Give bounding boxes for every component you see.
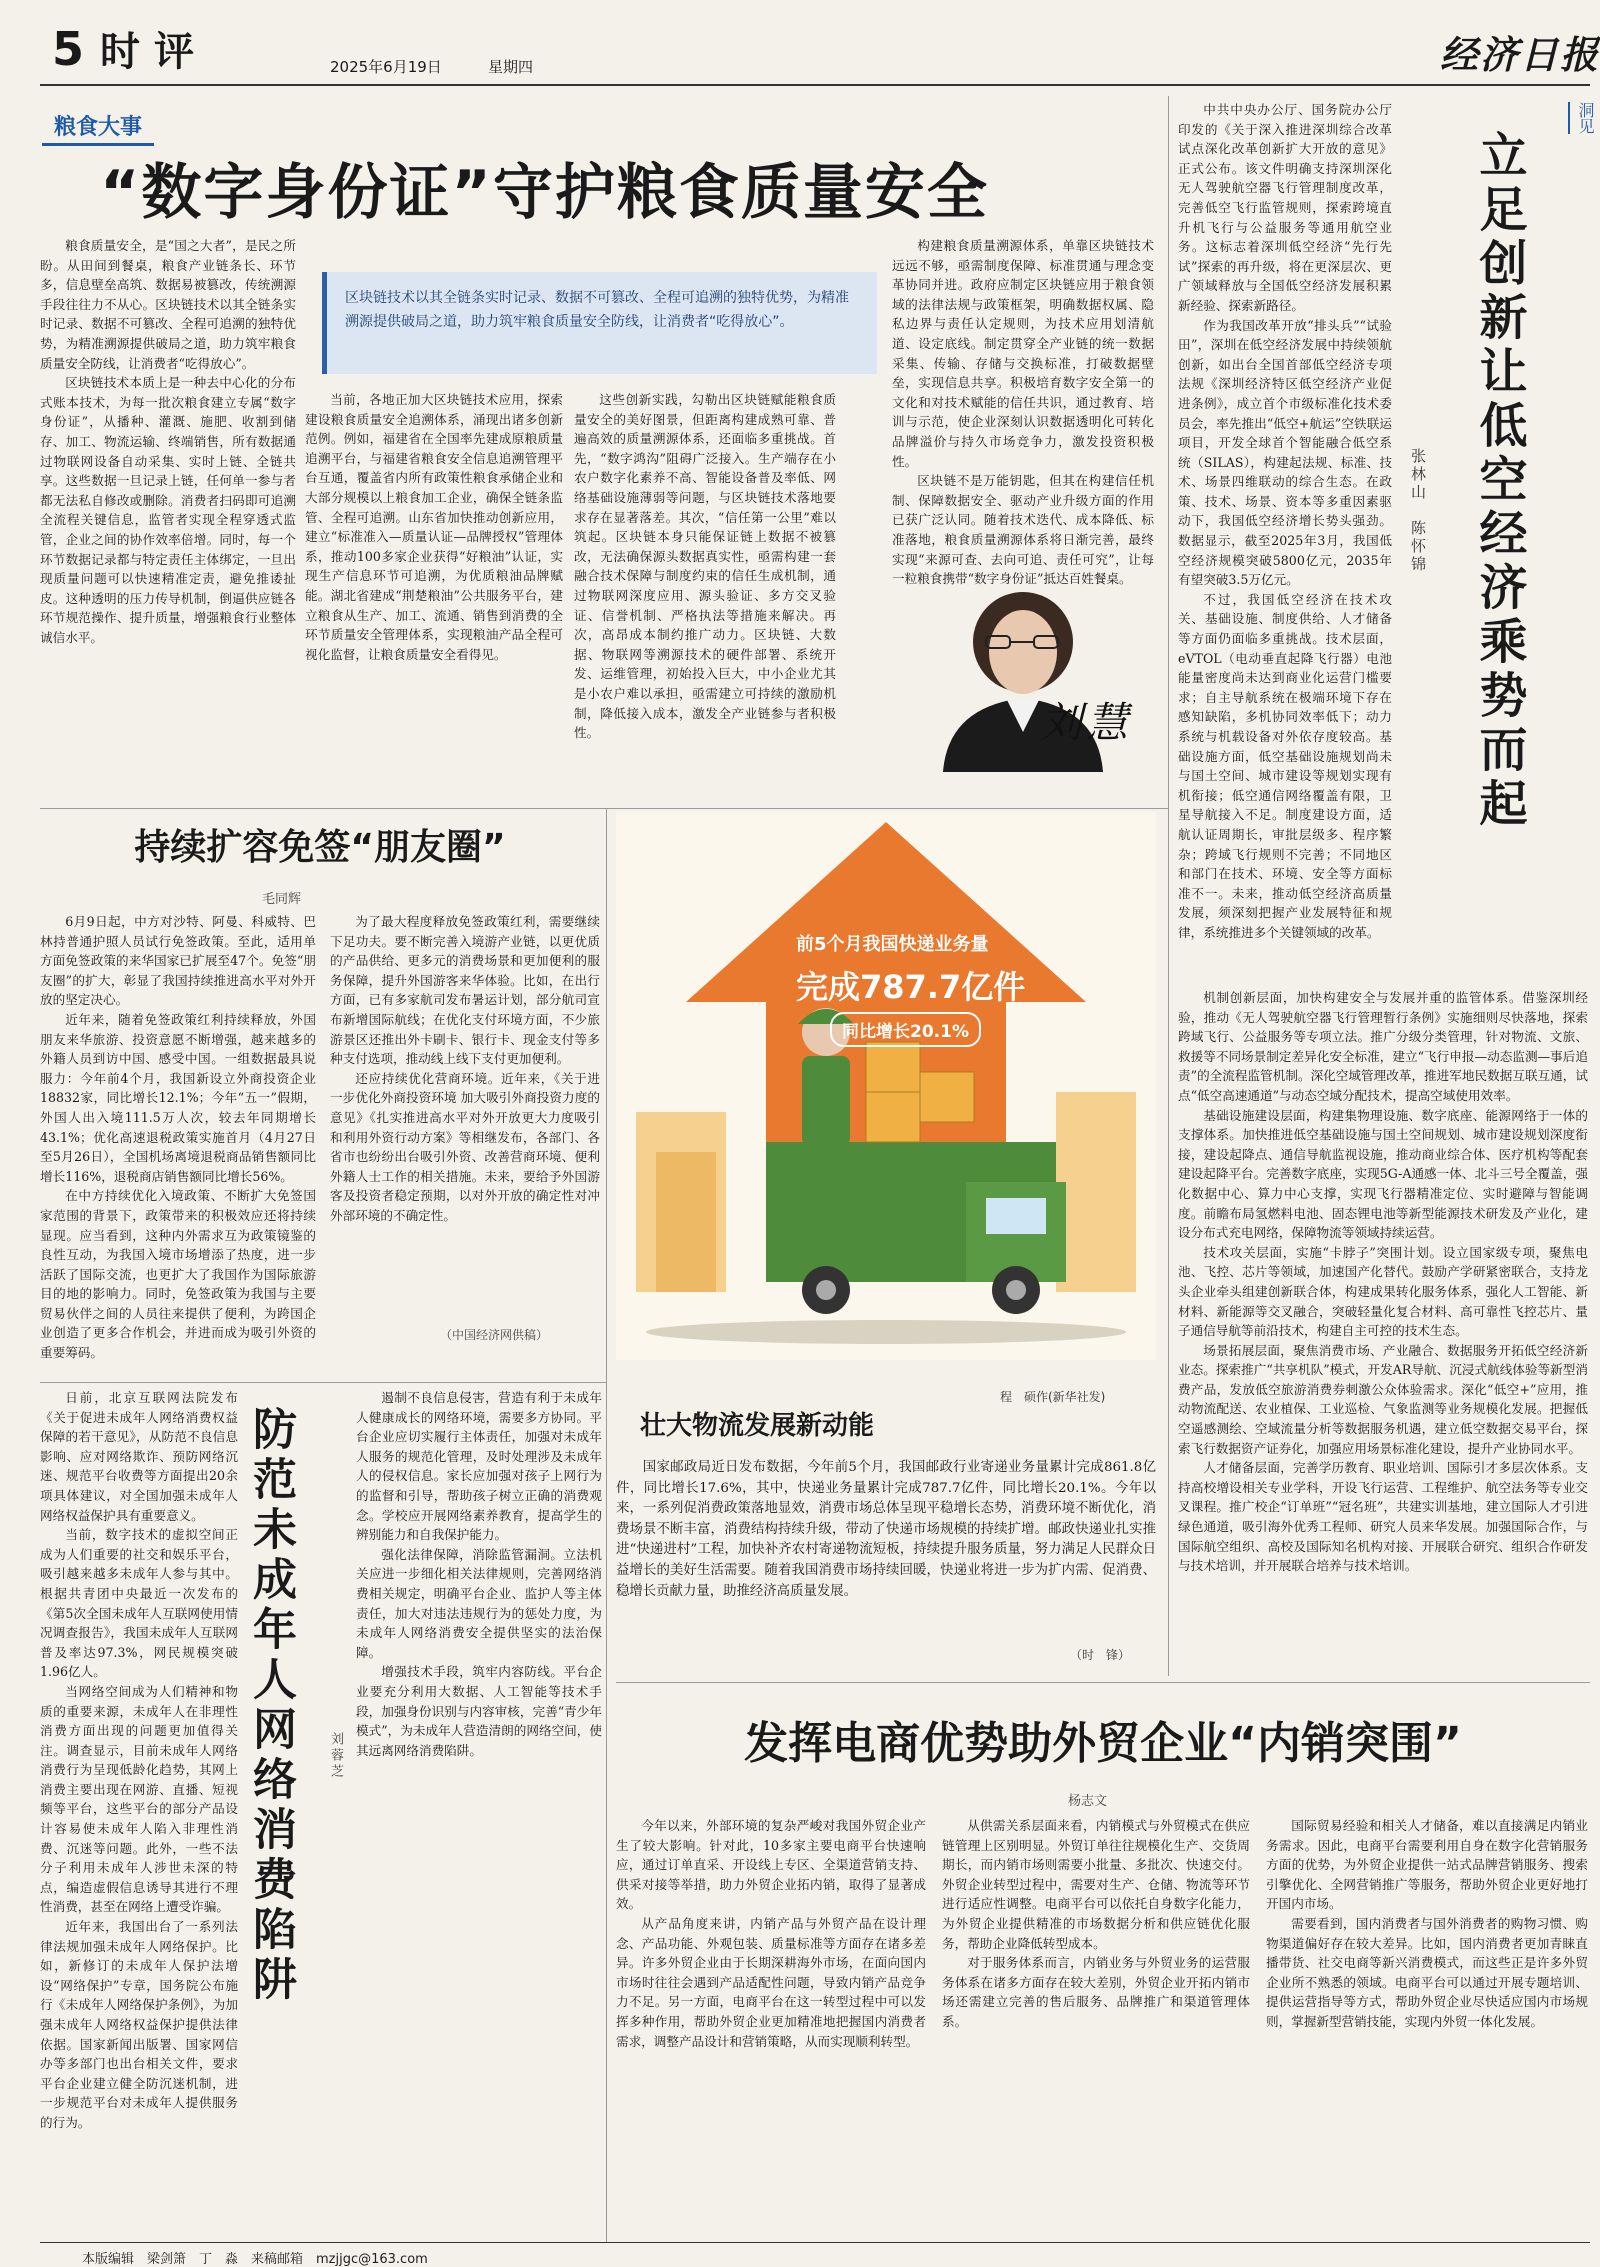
section-rule [40, 808, 1168, 809]
section-rule [40, 1382, 606, 1383]
article1-paragraph: 区块链技术本质上是一种去中心化的分布式账本技术，为每一批次粮食建立专属“数字身份证”，从播种、灌溉、施肥、收割到储存、加工、物流运输、终端销售，所有数据通过物联网设备自动采集、实时上链、全链共享。这些数据一旦记录上链，任何单一参与者都无法私自修改或删除。消费者扫码即可追溯全流程关键信息，监管者实现全程穿透式监管，企业之间的协作效率倍增。同时，每一个环节数据记录都与特定责任主体绑定，一旦出现质量问题可以快速精准定责，避免推诿扯皮。这种透明的压力传导机制，倒逼供应链各环节规范操作、提升质量，增强粮食行业整体诚信水平。 [40, 375, 296, 645]
article3-title: 持续扩容免签“朋友圈” [134, 827, 506, 868]
article2-title: 立足创新让低空经济乘势而起 [1471, 130, 1527, 832]
article6-paragraph: 从供需关系层面来看，内销模式与外贸模式在供应链管理上区别明显。外贸订单往往规模化生产、交货周期长，而内销市场则需要小批量、多批次、快速交付。外贸企业转型过程中，需要对生产、仓储、物流等环节进行适应性调整。电商平台可以依托自身数字化能力，为外贸企业提供精准的市场数据分析和供应链优化服务，帮助企业降低转型成本。 [942, 1818, 1250, 1951]
article6-paragraph: 今年以来，外部环境的复杂严峻对我国外贸企业产生了较大影响。针对此，10多家主要电商平台快速响应，通过订单直采、开设线上专区、全渠道营销支持、供采对接等举措，助力外贸企业拓内销，取得了显著成效。 [616, 1818, 926, 1912]
footer-editors: 本版编辑 梁剑箫 丁 淼 来稿邮箱 mzjjgc@163.com [82, 2252, 428, 2267]
article2-paragraph: 基础设施建设层面，构建集物理设施、数字底座、能源网络于一体的支撑体系。加快推进低空基础设施与国土空间规划、城市建设规划深度衔接，建设起降点、通信导航监视设施，推动商业综合体、医疗机构等配套建设起降平台。完善数字底座，实现5G-A通感一体、北斗三号全覆盖，强化数据中心、算力中心支撑，实现飞行器精准定位、实时避障与智能调度。前瞻布局氢燃料电池、固态锂电池等新型能源技术研发及产业化，建设分布式充电网络，保障物流等领域持续运营。 [1178, 1107, 1588, 1241]
article6-title: 发挥电商优势助外贸企业“内销突围” [744, 1718, 1462, 1769]
page-number: 5 [52, 22, 85, 76]
article2-authors: 张林山 陈怀锦 [1409, 448, 1427, 574]
article1-summary-box [322, 272, 877, 374]
header-rule [40, 84, 1590, 86]
issue-weekday: 星期四 [488, 58, 534, 76]
masthead-logo: 经济日报 [1440, 32, 1600, 77]
article6-paragraph: 从产品角度来讲，内销产品与外贸产品在设计理念、产品功能、外观包装、质量标准等方面存在诸多差异。许多外贸企业由于长期深耕海外市场，在面向国内市场时往往会遇到产品适配性问题，导致内销产品竞争力不足。另一方面，电商平台在这一转型过程中可以发挥多种作用，帮助外贸企业更加精准地把握国内消费者需求，调整产品设计和营销策略，从而实现顺利转型。 [616, 1915, 926, 2049]
article2-paragraph: 不过，我国低空经济在技术攻关、基础设施、制度供给、人才储备等方面仍面临多重挑战。技术层面，eVTOL（电动垂直起降飞行器）电池能量密度尚未达到商业化运营门槛要求；自主导航系统在极端环境下存在感知缺陷，多机协同效率低下；动力系统与机载设备对外依存度较高。基础设施方面，低空基础设施规划尚未与国土空间、城市建设等规划实现有机衔接；低空通信网络覆盖有限，卫星导航接入不足。制度建设方面，适航认证周期长，审批层级多、程序繁杂；跨域飞行规则不完善；不同地区和部门在技术、环境、安全等方面标准不一。未来，推动低空经济高质量发展，须深刻把握产业发展特征和规律，系统推进多个关键领域的改革。 [1178, 591, 1392, 940]
article1-summary: 区块链技术以其全链条实时记录、数据不可篡改、全程可追溯的独特优势，为精准溯源提供破局之道，助力筑牢粮食质量安全防线，让消费者“吃得放心”。 [345, 290, 849, 330]
column-tag: 粮食大事 [42, 108, 154, 146]
article2-paragraph: 机制创新层面，加快构建安全与发展并重的监管体系。借鉴深圳经验，推动《无人驾驶航空器飞行管理暂行条例》实施细则尽快落地，探索跨域飞行、公益服务等专项立法。推广分级分类管理，针对物流、文旅、救援等不同场景制定差异化安全标准，建立“飞行申报—动态监测—事后追责”的全流程监管机制。深化空域管理改革，推进军地民数据互联互通，试点“低空高速通道”与动态空域分配技术，提高空域使用效率。 [1178, 990, 1588, 1103]
article3-source: （中国经济网供稿） [440, 1328, 549, 1342]
issue-date: 2025年6月19日 [330, 58, 442, 76]
article6-col2 [942, 1816, 1250, 2236]
article3-paragraph: 还应持续优化营商环境。近年来，《关于进一步优化外商投资环境 加大吸引外商投资力度的意见》《扎实推进高水平对外开放更大力度吸引和利用外资行动方案》等相继发布，各部门、各省市也纷纷出台吸引外资、改善营商环境、便利外籍人士工作的相关措施。未来，要给予外国游客及投资者稳定预期，以对外开放的确定性对冲外部环境的不确定性。 [330, 1070, 600, 1223]
article1-col1 [40, 236, 296, 818]
section-name: 时评 [100, 29, 208, 75]
article1-col4 [892, 236, 1154, 587]
article1-paragraph: 当前，各地正加大区块链技术应用，探索建设粮食质量安全追溯体系，涌现出诸多创新范例。例如，福建省在全国率先建成原粮质量追溯平台，与福建省粮食安全信息追溯管理平台互通，覆盖省内所有政策性粮食承储企业和大部分规模以上粮食加工企业，确保全链条监管、全程可追溯。山东省加快推动创新应用，建立“标准准入—质量认证—品牌授权”管理体系，推动100多家企业获得“好粮油”认证，实现生产信息环节可追溯，为优质粮油品牌赋能。湖北省建成“荆楚粮油”公共服务平台，建立粮食从生产、加工、流通、销售到消费的全环节质量安全管理体系，实现粮油产品全程可视化监督，让粮食质量安全看得见。 [305, 392, 563, 662]
column-divider [606, 1382, 607, 2242]
article4-paragraph: 强化法律保障，消除监管漏洞。立法机关应进一步细化相关法律规则，完善网络消费相关规定，明确平台企业、监护人等主体责任，加大对违法违规行为的惩处力度，为未成年人网络消费安全提供坚实的法治保障。 [356, 1546, 602, 1660]
article3-col1 [40, 912, 316, 1361]
article1-paragraph: 区块链不是万能钥匙，但其在构建信任机制、保障数据安全、驱动产业升级方面的作用已获广泛认同。随着技术迭代、成本降低、标准落地，粮食质量溯源体系将日渐完善，最终实现“来源可查、去向可追、责任可究”，让每一粒粮食携带“数字身份证”抵达百姓餐桌。 [892, 473, 1154, 587]
article3-paragraph: 6月9日起，中方对沙特、阿曼、科威特、巴林持普通护照人员试行免签政策。至此，适用单方面免签政策的来华国家已扩展至47个。免签“朋友圈”的扩大，彰显了我国持续推进高水平对外开放的坚定决心。 [40, 914, 316, 1008]
column-divider [606, 808, 607, 1382]
author-signature: 刘慧 [1040, 698, 1133, 747]
article4-paragraph: 当网络空间成为人们精神和物质的重要来源，未成年人在非理性消费方面出现的问题更加值得关注。调查显示，目前未成年人网络消费行为呈现低龄化趋势，其网上消费主要出现在网游、直播、短视频等平台，这些平台的部分产品设计容易使未成年人陷入非理性消费、沉迷等问题。此外，一些不法分子利用未成年人涉世未深的特点，编造虚假信息诱导其进行不理性消费，甚至在网络上遭受诈骗。 [40, 1683, 238, 1915]
article4-paragraph: 日前，北京互联网法院发布《关于促进未成年人网络消费权益保障的若干意见》，从防范不良信息影响、应对网络欺诈、预防网络沉迷、规范平台收费等方面提出20余项具体建议，对全国加强未成年人网络权益保护具有重要意义。 [40, 1390, 238, 1523]
article1-paragraph: 构建粮食质量溯源体系，单靠区块链技术远远不够，亟需制度保障、标准贯通与理念变革协同并进。政府应制定区块链应用于粮食领域的法律法规与政策框架，明确数据权属、隐私边界与责任认定规则，为技术应用划清航道、设定底线。制定贯穿全产业链的统一数据采集、传输、存储与交换标准，打破数据壁垒，实现信息共享。积极培育数字安全第一的文化和对技术赋能的信任共识，通过教育、培训与示范，使企业深刻认识数据透明化可转化品牌溢价与持久市场竞争力，激发投资积极性。 [892, 238, 1154, 469]
article4-paragraph: 增强技术手段，筑牢内容防线。平台企业要充分利用大数据、人工智能等技术手段，加强身份识别与内容审核，完善“青少年模式”，为未成年人营造清朗的网络空间，使其远离网络消费陷阱。 [356, 1664, 602, 1758]
article5-signature: （时 锋） [1070, 1648, 1131, 1662]
article4-paragraph: 当前，数字技术的虚拟空间正成为人们重要的社交和娱乐平台，吸引越来越多未成年人参与其中。根据共青团中央最近一次发布的《第5次全国未成年人互联网使用情况调查报告》，我国未成年人互联网普及率达97.3%，网民规模突破1.96亿人。 [40, 1527, 238, 1680]
footer-rule [40, 2242, 1590, 2243]
article3-paragraph: 近年来，随着免签政策红利持续释放，外国朋友来华旅游、投资意愿不断增强，越来越多的外籍人员到访中国、感受中国。一组数据最具说服力：今年前4个月，我国新设立外商投资企业18832家，同比增长12.1%；今年“五一”假期，外国人出入境111.5万人次，较去年同期增长43.1%；优化高速退税政策实施首月（4月27日至5月26日），全国机场离境退税商品销售额同比增长116%，退税商店销售额同比增长56%。 [40, 1011, 316, 1184]
article2-col2 [1178, 988, 1588, 1678]
article1-col2 [305, 390, 563, 818]
article6-paragraph: 需要看到，国内消费者与国外消费者的购物习惯、购物渠道偏好存在较大差异。比如，国内消费者更加青睐直播带货、社交电商等新兴消费模式，而这些正是许多外贸企业所不熟悉的领域。电商平台可以通过开展专题培训、提供运营指导等方式，帮助外贸企业尽快适应国内市场规则，掌握新型营销技能，实现内外贸一体化发展。 [1266, 1915, 1588, 2029]
section-rule [616, 1682, 1590, 1683]
article6-paragraph: 对于服务体系而言，内销业务与外贸业务的运营服务体系在诸多方面存在较大差别，外贸企业开拓内销市场还需建立完善的售后服务、品牌推广和渠道管理体系。 [942, 1955, 1250, 2029]
express-infographic [616, 812, 1156, 1360]
article1-title: “数字身份证”守护粮食质量安全 [100, 158, 989, 228]
infographic-credit: 程 硕作(新华社发) [1000, 1390, 1106, 1404]
article5-body [616, 1458, 1156, 1646]
article6-author: 杨志文 [1068, 1794, 1108, 1809]
article2-paragraph: 技术攻关层面，实施“卡脖子”突围计划。设立国家级专项，聚焦电池、飞控、芯片等领域，加速国产化替代。鼓励产学研紧密联合，支持龙头企业牵头组建创新联合体，构建成果转化服务体系，强化人工智能、新材料、新能源等交叉融合，突破轻量化复合材料、高可靠性飞控芯片、量子通信导航等前沿技术，构建自主可控的技术生态。 [1178, 1244, 1588, 1339]
article5-title: 壮大物流发展新动能 [640, 1411, 875, 1441]
article2-paragraph: 人才储备层面，完善学历教育、职业培训、国际引才多层次体系。支持高校增设相关专业学科，开设飞行运营、工程维护、航空法务等专业交叉课程。推广校企“订单班”“冠名班”，共建实训基地，建立国际人才引进绿色通道，吸引海外优秀工程师、研究人员来华发展。加强国际合作，与国际航空组织、高校及国际知名机构对接、开展联合研究、组织合作研发与技术培训，并开展联合培养与技术培训。 [1178, 1460, 1588, 1574]
article4-col1 [40, 1388, 238, 2238]
article4-paragraph: 遏制不良信息侵害，营造有利于未成年人健康成长的网络环境，需要多方协同。平台企业应切实履行主体责任，加强对未成年人服务的规范化管理，及时处理涉及未成年人的侵权信息。家长应加强对孩子上网行为的监督和引导，帮助孩子树立正确的消费观念。学校应开展网络素养教育，提高学生的辨别能力和自我保护能力。 [356, 1390, 602, 1543]
article1-col3 [574, 390, 836, 818]
article3-col2 [330, 912, 600, 1322]
column-divider [1168, 96, 1169, 1676]
infographic-line3: 同比增长20.1% [830, 1012, 981, 1047]
article4-author: 刘蓉芝 [328, 1732, 343, 1780]
article2-paragraph: 作为我国改革开放“排头兵”“试验田”，深圳在低空经济发展中持续领航创新，如出台全国首部低空经济专项法规《深圳经济特区低空经济产业促进条例》，成立首个市级标准化技术委员会，率先推出“低空+航运”空铁联运项目，开发全球首个智能融合低空系统（SILAS），构建起法规、标准、技术、场景四维联动的综合生态。在政策、技术、场景、资本等多重因素驱动下，我国低空经济增长势头强劲。数据显示，截至2025年3月，我国低空经济规模突破5800亿元，2035年有望突破3.5万亿元。 [1178, 317, 1392, 588]
article2-col1 [1178, 100, 1392, 980]
article4-paragraph: 近年来，我国出台了一系列法律法规加强未成年人网络保护。比如，新修订的未成年人保护法增设“网络保护”专章，国务院公布施行《未成年人网络保护条例》，为加强未成年人网络权益保护提供法律依据。国家新闻出版署、国家网信办等多部门也出台相关文件，要求平台企业建立健全防沉迷机制，进一步规范平台对未成年人提供服务的行为。 [40, 1919, 238, 2130]
article4-col2 [356, 1388, 602, 2238]
article4-title: 防范未成年人网络消费陷阱 [245, 1406, 296, 2006]
article6-col1 [616, 1816, 926, 2236]
article6-col3 [1266, 1816, 1588, 2236]
article3-paragraph: 为了最大程度释放免签政策红利，需要继续下足功夫。要不断完善入境游产业链，以更优质的产品供给、更多元的消费场景和更加便利的服务保障，提升外国游客来华体验。比如，在出行方面，已有多家航司发布暑运计划，部分航司宣布新增国际航线；在优化支付环境方面，不少旅游景区还推出外卡刷卡、银行卡、现金支付等多种支付选项，推动线上线下支付更加便利。 [330, 914, 600, 1067]
infographic-line1: 前5个月我国快递业务量 [796, 934, 989, 955]
article6-paragraph: 国际贸易经验和相关人才储备，难以直接满足内销业务需求。因此，电商平台需要利用自身在数字化营销服务方面的优势，为外贸企业提供一站式品牌营销服务、搜索引擎优化、全网营销推广等服务，帮助外贸企业更好地打开国内市场。 [1266, 1818, 1588, 1912]
infographic-line2: 完成787.7亿件 [796, 968, 1026, 1006]
article5-paragraph: 国家邮政局近日发布数据，今年前5个月，我国邮政行业寄递业务量累计完成861.8亿件，同比增长17.6%，其中，快递业务量累计完成787.7亿件，同比增长20.1%。今年以来，一系列促消费政策落地显效，消费市场总体呈现平稳增长态势，消费环境不断优化，消费场景不断丰富，消费结构持续升级，带动了快递市场规模的持续扩增。邮政快递业扎实推进“快递进村”工程，加快补齐农村寄递物流短板，持续提升服务质量，努力满足人民群众日益增长的美好生活需要。随着我国消费市场持续回暖，快递业将进一步为扩内需、促消费、稳增长贡献力量，助推经济高质量发展。 [616, 1460, 1156, 1599]
article1-paragraph: 这些创新实践，勾勒出区块链赋能粮食质量安全的美好图景，但距离构建成熟可靠、普遍高效的质量溯源体系，还面临多重挑战。首先，“数字鸿沟”阻碍广泛接入。生产端存在小农户数字化素养不高、智能设备普及率低、网络基础设施薄弱等问题，与区块链技术落地要求存在显著落差。其次，“信任第一公里”难以筑起。区块链本身只能保证链上数据不被篡改，无法确保源头数据真实性，亟需构建一套融合技术保障与制度约束的信任生成机制，通过物联网深度应用、源头验证、多方交叉验证、信誉机制、严格执法等措施来解决。再次，高昂成本制约推广动力。区块链、大数据、物联网等溯源技术的硬件部署、系统开发、运维管理，初始投入巨大，中小企业尤其是小农户难以承担，亟需建立可持续的激励机制，降低接入成本，激发全产业链参与者积极性。 [574, 392, 836, 741]
article2-paragraph: 场景拓展层面，聚焦消费市场、产业融合、数据服务开拓低空经济新业态。探索推广“共享机队”模式，开发AR导航、沉浸式航线体验等新型消费产品，发放低空旅游消费券刺激公众体验需求。深化“低空+”应用，推动物流配送、农业植保、工业巡检、气象监测等业务规模化发展。把握低空遥感测绘、空域流量分析等数据服务机遇，建立低空数据交易平台，探索飞行数据资产证券化，加强应用场景标准化建设，提升产业协同水平。 [1178, 1342, 1588, 1456]
article2-paragraph: 中共中央办公厅、国务院办公厅印发的《关于深入推进深圳综合改革试点深化改革创新扩大开放的意见》正式公布。该文件明确支持深圳深化无人驾驶航空器飞行管理制度改革，完善低空飞行监管规则，探索跨境直升机飞行与公益服务等通用航空业务。这标志着深圳低空经济“先行先试”探索的再升级，将在更深层次、更广领域释放与全国低空经济发展积累新经验、探索新路径。 [1178, 102, 1392, 313]
article2-tag: 洞见 [1568, 102, 1596, 134]
article3-paragraph: 在中方持续优化入境政策、不断扩大免签国家范围的背景下，政策带来的积极效应还将持续显现。应当看到，这种内外需求互为政策镜鉴的良性互动，为我国入境市场增添了热度，进一步活跃了国际交流，也更扩大了我国作为国际旅游目的地的影响力。同时，免签政策为我国与主要贸易伙伴之间的人员往来提供了便利，为跨国企业创造了更多合作机会，并进而成为吸引外资的重要筹码。 [40, 1188, 316, 1361]
article1-paragraph: 粮食质量安全，是“国之大者”，是民之所盼。从田间到餐桌，粮食产业链条长、环节多，信息壁垒高筑、数据易被篡改，传统溯源手段往往力不从心。区块链技术以其全链条实时记录、数据不可篡改、全程可追溯的独特优势，为精准溯源提供破局之道，助力筑牢粮食质量安全防线，让消费者“吃得放心”。 [40, 238, 296, 371]
article3-author: 毛同辉 [262, 892, 302, 907]
